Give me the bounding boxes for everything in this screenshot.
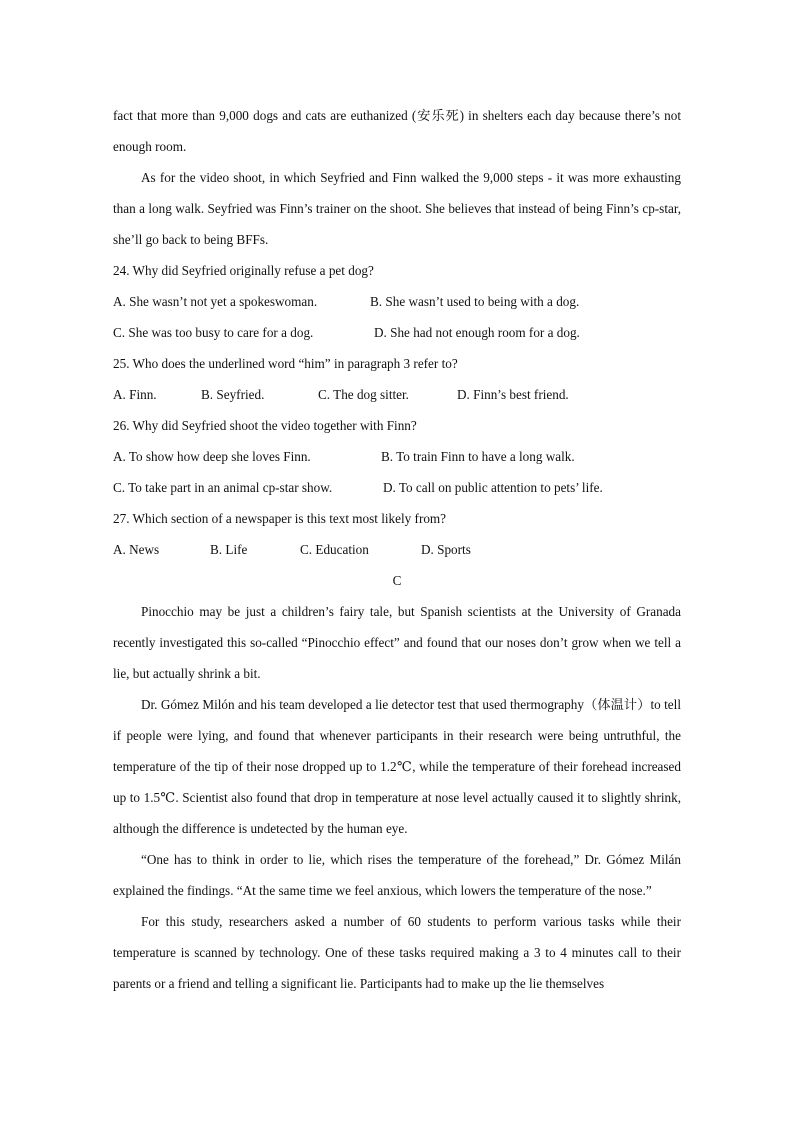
question-27-option-a: A. News bbox=[113, 542, 160, 557]
section-c-paragraph-1: Pinocchio may be just a children’s fairy tale, but Spanish scientists at the University of Granada recently investigated this so-called “Pinocchio effect” and found that our noses don’t grow when we tell a lie, but actually shrink a bit. bbox=[113, 604, 681, 681]
question-24-options-row-2 bbox=[113, 317, 681, 348]
question-26-option-c: C. To take part in an animal cp-star show. bbox=[113, 480, 333, 495]
section-c-paragraph-2: Dr. Gómez Milón and his team developed a lie detector test that used thermography（体温计）to tell if people were lying, and found that whenever participants in their research were being untruthful, the temperature of the tip of their nose dropped up to 1.2℃, while the temperature of their forehead increased up to 1.5℃. Scientist also found that drop in temperature at nose level actually caused it to slightly shrink, although the difference is undetected by the human eye. bbox=[113, 697, 681, 836]
question-27-options-row bbox=[113, 534, 681, 565]
question-24-options-row-1 bbox=[113, 286, 681, 317]
question-26-option-a: A. To show how deep she loves Finn. bbox=[113, 449, 311, 464]
page-content bbox=[113, 100, 681, 999]
question-26-option-b: B. To train Finn to have a long walk. bbox=[381, 449, 575, 464]
question-24-option-c: C. She was too busy to care for a dog. bbox=[113, 325, 314, 340]
question-27-option-c: C. Education bbox=[300, 542, 369, 557]
question-24-stem: 24. Why did Seyfried originally refuse a pet dog? bbox=[113, 263, 374, 278]
question-26-options-row-1 bbox=[113, 441, 681, 472]
question-26-stem: 26. Why did Seyfried shoot the video together with Finn? bbox=[113, 418, 417, 433]
section-c-heading: C bbox=[392, 573, 402, 588]
question-25-option-d: D. Finn’s best friend. bbox=[457, 387, 569, 402]
section-c-paragraph-4: For this study, researchers asked a number of 60 students to perform various tasks while their temperature is scanned by technology. One of these tasks required making a 3 to 4 minutes call to their parents or a friend and telling a significant lie. Participants had to make up the lie themselves bbox=[113, 914, 681, 991]
paragraph-video-shoot: As for the video shoot, in which Seyfried and Finn walked the 9,000 steps - it was more exhausting than a long walk. Seyfried was Finn’s trainer on the shoot. She believes that instead of being Finn’s cp-star, she’ll go back to being BFFs. bbox=[113, 170, 681, 247]
question-27-option-b: B. Life bbox=[210, 542, 248, 557]
question-26-option-d: D. To call on public attention to pets’ life. bbox=[383, 480, 603, 495]
question-24-option-a: A. She wasn’t not yet a spokeswoman. bbox=[113, 294, 318, 309]
question-26-options-row-2 bbox=[113, 472, 681, 503]
question-24-option-b: B. She wasn’t used to being with a dog. bbox=[370, 294, 580, 309]
question-25-option-a: A. Finn. bbox=[113, 387, 157, 402]
question-25-option-b: B. Seyfried. bbox=[201, 387, 265, 402]
continuation-paragraph: fact that more than 9,000 dogs and cats are euthanized (安乐死) in shelters each day because there’s not enough room. bbox=[113, 108, 681, 154]
question-27-stem: 27. Which section of a newspaper is this text most likely from? bbox=[113, 511, 447, 526]
section-c-paragraph-3: “One has to think in order to lie, which rises the temperature of the forehead,” Dr. Gómez Milán explained the findings. “At the same time we feel anxious, which lowers the temperature of the nose.” bbox=[113, 852, 681, 898]
question-27-option-d: D. Sports bbox=[421, 542, 471, 557]
question-25-options-row bbox=[113, 379, 681, 410]
question-25-stem: 25. Who does the underlined word “him” in paragraph 3 refer to? bbox=[113, 356, 458, 371]
question-24-option-d: D. She had not enough room for a dog. bbox=[374, 325, 580, 340]
question-25-option-c: C. The dog sitter. bbox=[318, 387, 409, 402]
